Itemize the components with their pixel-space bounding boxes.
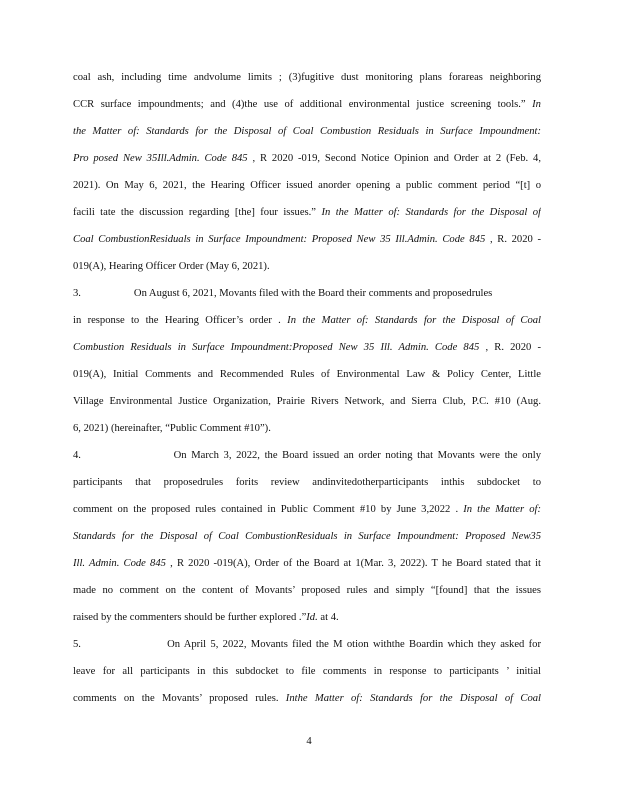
text-line xyxy=(73,341,541,355)
text-line xyxy=(73,179,541,193)
citation-text: In the Matter of: xyxy=(458,504,541,515)
text-line xyxy=(73,206,541,220)
body-text: , R 2020 -019, Second Notice Opinion and Order at 2 (Feb. 4, xyxy=(247,153,541,164)
text-line xyxy=(73,449,541,463)
text-line xyxy=(73,98,541,112)
text-line xyxy=(73,314,541,328)
body-text: 5. On April 5, 2022, Movants filed the M otion withthe Boardin which they asked for xyxy=(73,639,541,650)
text-line xyxy=(73,71,541,85)
body-text: , R. 2020 - xyxy=(485,234,541,245)
citation-text: Id. xyxy=(306,612,318,623)
body-text: 6, 2021) (hereinafter, “Public Comment #10”). xyxy=(73,423,271,434)
text-line xyxy=(73,125,541,139)
body-text: , R. 2020 - xyxy=(479,342,541,353)
text-line xyxy=(73,233,541,247)
text-line xyxy=(73,584,541,598)
body-text: comment on the proposed rules contained in Public Comment #10 by June 3,2022 . xyxy=(73,504,459,515)
text-line xyxy=(73,638,541,652)
citation-text: Pro posed New 35Ill.Admin. Code 845 xyxy=(73,153,248,164)
body-text: leave for all participants in this subdocket to file comments in response to participants ’ initial xyxy=(73,666,541,677)
text-line xyxy=(73,530,541,544)
body-text: CCR surface impoundments; and (4)the use of additional environmental justice screening tools.” xyxy=(73,99,526,110)
body-text: 019(A), Hearing Officer Order (May 6, 2021). xyxy=(73,261,270,272)
citation-text: In the Matter of: Standards for the Disposal of Coal xyxy=(280,315,541,326)
citation-text: Standards for the Disposal of Coal CombustionResiduals in Surface Impoundment: Proposed New35 xyxy=(73,531,541,542)
text-line xyxy=(73,692,541,706)
page-number: 4 xyxy=(306,736,312,747)
text-line xyxy=(73,503,541,517)
citation-text: Ill. Admin. Code 845 xyxy=(73,558,166,569)
body-text: Village Environmental Justice Organization, Prairie Rivers Network, and Sierra Club, P.C. #10 (Aug. xyxy=(73,396,541,407)
body-text: 4. On March 3, 2022, the Board issued an order noting that Movants were the only xyxy=(73,450,541,461)
text-line xyxy=(73,611,541,625)
citation-text: In the Matter of: Standards for the Disposal of xyxy=(316,207,541,218)
body-text: comments on the Movants’ proposed rules. xyxy=(73,693,279,704)
text-line xyxy=(73,665,541,679)
body-text: made no comment on the content of Movants’ proposed rules and simply “[found] that the issues xyxy=(73,585,541,596)
citation-text: In xyxy=(525,99,541,110)
body-text: facili tate the discussion regarding [the] four issues.” xyxy=(73,207,317,218)
body-text: coal ash, including time andvolume limits ; (3)fugitive dust monitoring plans forareas neighboring xyxy=(73,72,541,83)
text-line xyxy=(73,395,541,409)
body-text: raised by the commenters should be further explored .” xyxy=(73,612,307,623)
text-line xyxy=(73,557,541,571)
body-text: 3. On August 6, 2021, Movants filed with the Board their comments and proposedrules xyxy=(73,288,493,299)
citation-text: Combustion Residuals in Surface Impoundment:Proposed New 35 Ill. Admin. Code 845 xyxy=(73,342,480,353)
citation-text: Inthe Matter of: Standards for the Disposal of Coal xyxy=(278,693,541,704)
citation-text: Coal CombustionResiduals in Surface Impoundment: Proposed New 35 Ill.Admin. Code 845 xyxy=(73,234,486,245)
text-line xyxy=(73,152,541,166)
body-text: , R 2020 -019(A), Order of the Board at 1(Mar. 3, 2022). T he Board stated that it xyxy=(165,558,541,569)
body-text: 019(A), Initial Comments and Recommended Rules of Environmental Law & Policy Center, Little xyxy=(73,369,541,380)
text-line xyxy=(73,287,541,301)
text-line xyxy=(73,260,541,274)
body-text: 2021). On May 6, 2021, the Hearing Officer issued anorder opening a public comment period “[t] o xyxy=(73,180,541,191)
text-line xyxy=(73,422,541,436)
text-line xyxy=(73,368,541,382)
body-text: participants that proposedrules forits review andinvitedotherparticipants inthis subdocket to xyxy=(73,477,541,488)
body-text: at 4. xyxy=(317,612,339,623)
citation-text: the Matter of: Standards for the Disposal of Coal Combustion Residuals in Surface Impoundment: xyxy=(73,126,541,137)
text-line xyxy=(73,476,541,490)
body-text: in response to the Hearing Officer’s order . xyxy=(73,315,281,326)
